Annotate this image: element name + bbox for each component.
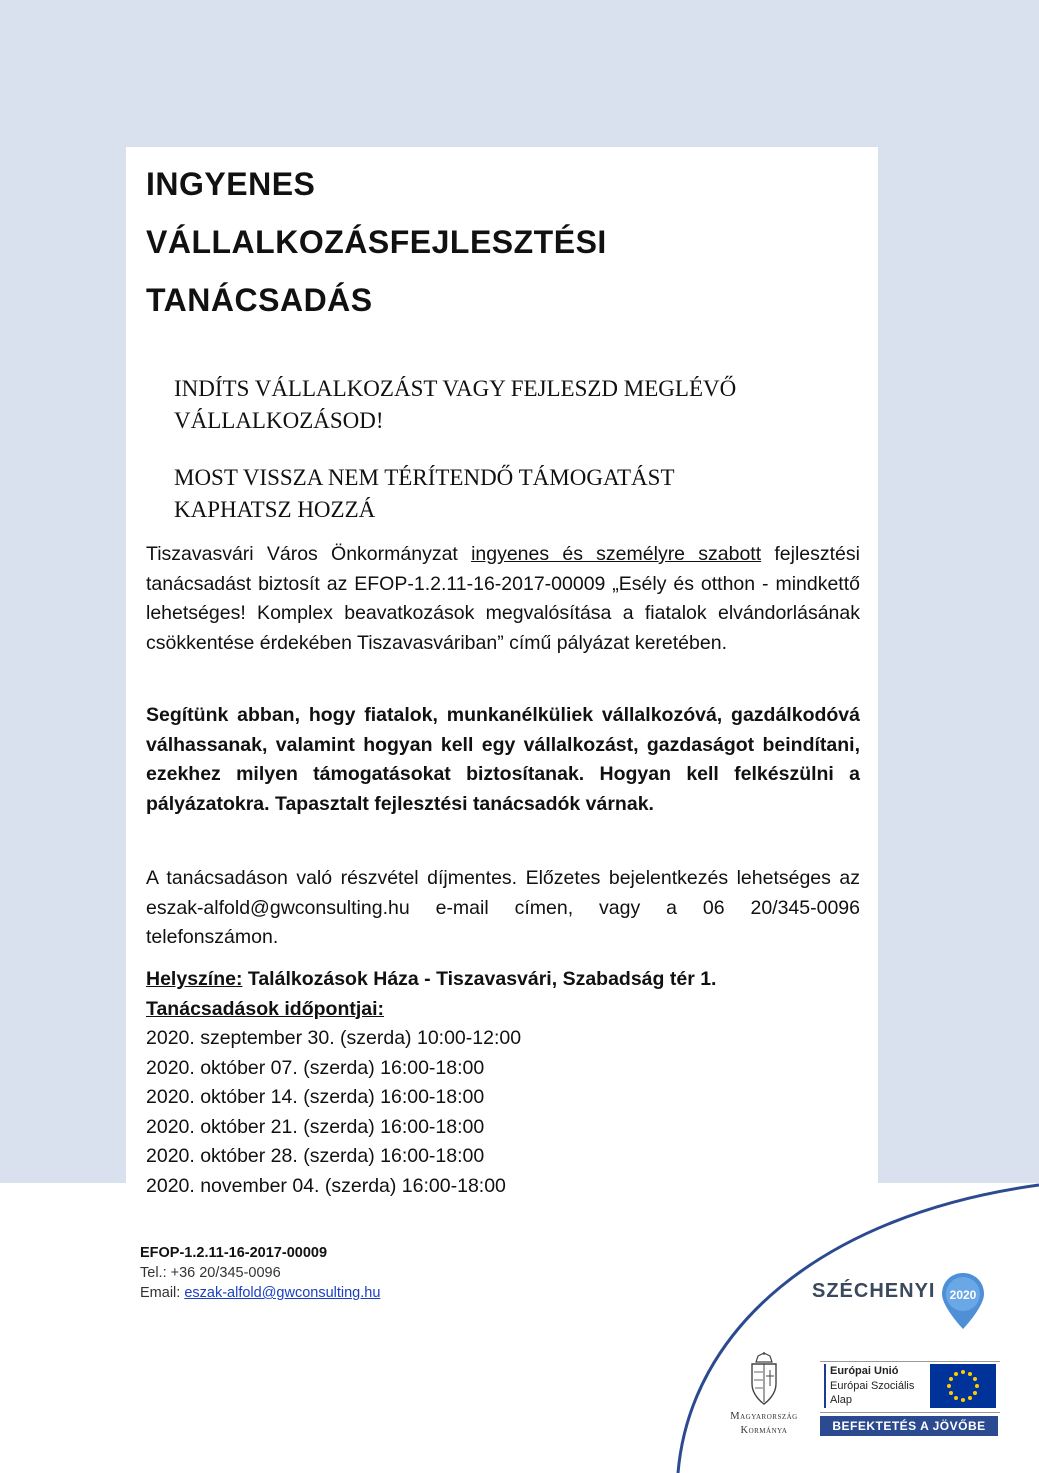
help-paragraph: Segítünk abban, hogy fiatalok, munkanélküliek vállalkozóvá, gazdálkodóvá válhassanak, valamint hogyan kell egy vállalkozást, gazdaságot beindítani, ezekhez milyen támogatásokat biztosítanak. Hogyan kell felkészülni a pályázatokra. Tapasztalt fejlesztési tanácsadók várnak.: [146, 704, 860, 815]
eu-logo-text: [824, 1364, 935, 1408]
footer-email-label: Email:: [140, 1285, 185, 1301]
eu-flag-icon: [930, 1364, 996, 1408]
dates-label: Tanácsadások időpontjai:: [146, 997, 385, 1020]
event-info: [146, 965, 860, 1201]
date-item: 2020. október 21. (szerda) 16:00-18:00: [146, 1115, 485, 1138]
intro-text-after: fejlesztési tanácsadást biztosít az EFOP-1.2.11-16-2017-00009 „Esély és otthon - mindkettő lehetséges! Komplex beavatkozások megvalósítása a fiatalok elvándorlásának csökkentése érdekében Tiszavasváriban” című pályázat keretében.: [146, 543, 860, 654]
date-item: 2020. október 14. (szerda) 16:00-18:00: [146, 1086, 485, 1108]
venue-row: [146, 965, 860, 995]
eu-logo: [820, 1361, 1000, 1413]
slogan-start-business: [174, 373, 834, 437]
slogan-2-line-2: KAPHATSZ HOZZÁ: [174, 497, 376, 522]
slogan-2-line-1: MOST VISSZA NEM TÉRÍTENDŐ TÁMOGATÁST: [174, 465, 675, 490]
intro-text-before: Tiszavasvári Város Önkormányzat: [146, 543, 472, 565]
szechenyi-year: 2020: [949, 1288, 977, 1302]
venue-value: Találkozások Háza - Tiszavasvári, Szabadság tér 1.: [242, 968, 717, 990]
title-line-2: VÁLLALKOZÁSFEJLESZTÉSI: [146, 224, 607, 260]
eu-banner: BEFEKTETÉS A JÖVŐBE: [820, 1416, 998, 1436]
hungarian-government-logo: [714, 1352, 814, 1438]
szechenyi-logo-text: SZÉCHENYI: [812, 1280, 936, 1302]
eu-logo-line-3: Alap: [830, 1394, 853, 1406]
date-item: 2020. október 07. (szerda) 16:00-18:00: [146, 1056, 485, 1079]
title-line-1: INGYENES: [146, 166, 316, 202]
footer-contact: [140, 1243, 560, 1303]
footer-email-row: [140, 1283, 560, 1303]
footer-project-code: EFOP-1.2.11-16-2017-00009: [140, 1245, 328, 1261]
venue-label: Helyszíne:: [146, 968, 243, 990]
szechenyi-pin-icon: [940, 1271, 986, 1331]
title-line-3: TANÁCSADÁS: [146, 282, 373, 318]
footer-phone: Tel.: +36 20/345-0096: [140, 1265, 281, 1281]
date-item: 2020. november 04. (szerda) 16:00-18:00: [146, 1174, 506, 1197]
slogan-grant: [174, 462, 834, 526]
hungarian-crest-icon: [747, 1352, 781, 1406]
date-item: 2020. szeptember 30. (szerda) 10:00-12:00: [146, 1027, 522, 1049]
date-item: 2020. október 28. (szerda) 16:00-18:00: [146, 1145, 485, 1167]
intro-underlined-text: ingyenes és személyre szabott: [471, 543, 762, 565]
footer-email-link[interactable]: eszak-alfold@gwconsulting.hu: [184, 1285, 381, 1301]
page-title: [146, 155, 846, 329]
gov-logo-line-2: Kormánya: [740, 1425, 788, 1436]
slogan-1-line-1: INDÍTS VÁLLALKOZÁST VAGY FEJLESZD MEGLÉVŐ: [174, 376, 737, 401]
eu-logo-line-2: Európai Szociális: [830, 1379, 915, 1392]
intro-paragraph: [146, 540, 860, 658]
eu-logo-line-1: Európai Unió: [830, 1365, 899, 1377]
gov-logo-line-1: Magyarország: [730, 1411, 798, 1422]
slogan-1-line-2: VÁLLALKOZÁSOD!: [174, 408, 384, 433]
participation-paragraph: A tanácsadáson való részvétel díjmentes. Előzetes bejelentkezés lehetséges az eszak-alfold@gwconsulting.hu e-mail címen, vagy a 06 20/345-0096 telefonszámon.: [146, 867, 860, 948]
